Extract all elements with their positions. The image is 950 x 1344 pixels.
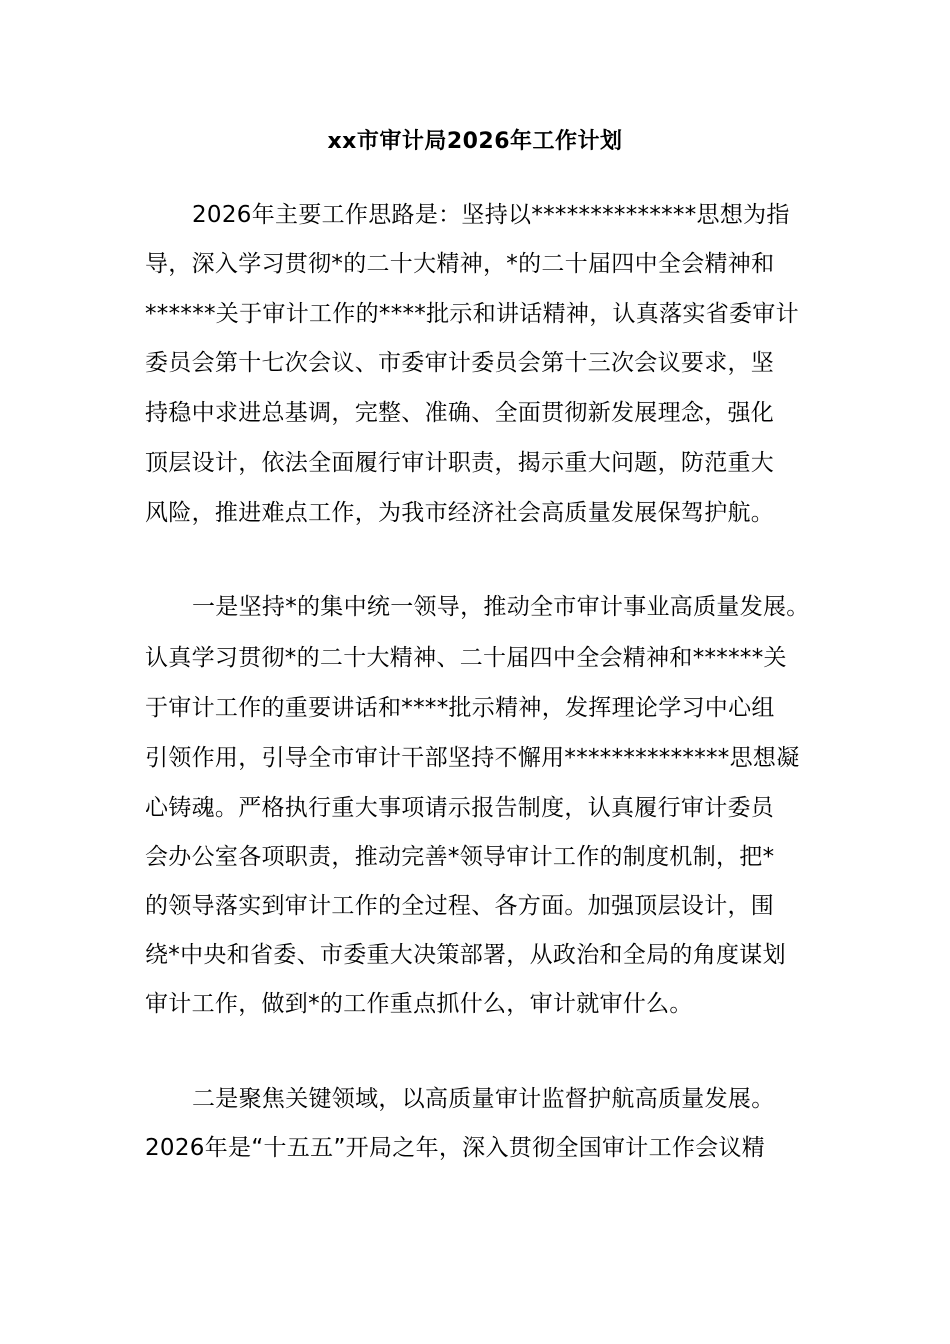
paragraph-2-line-8: 绕*中央和省委、市委重大决策部署，从政治和全局的角度谋划 <box>145 942 786 968</box>
paragraph-2-line-7: 的领导落实到审计工作的全过程、各方面。加强顶层设计，围 <box>145 893 775 919</box>
paragraph-3-line-2: 2026年是“十五五”开局之年，深入贯彻全国审计工作会议精 <box>145 1135 766 1161</box>
paragraph-2-line-6: 会办公室各项职责，推动完善*领导审计工作的制度机制，把* <box>145 844 775 870</box>
paragraph-2-line-4: 引领作用，引导全市审计干部坚持不懈用**************思想凝 <box>145 745 800 771</box>
paragraph-2-line-9: 审计工作，做到*的工作重点抓什么，审计就审什么。 <box>145 991 693 1017</box>
paragraph-1-line-4: 委员会第十七次会议、市委审计委员会第十三次会议要求，坚 <box>145 350 775 376</box>
paragraph-1-line-6: 顶层设计，依法全面履行审计职责，揭示重大问题，防范重大 <box>145 450 775 476</box>
paragraph-2-line-1: 一是坚持*的集中统一领导，推动全市审计事业高质量发展。 <box>192 594 810 620</box>
paragraph-1-line-1: 2026年主要工作思路是：坚持以**************思想为指 <box>192 202 790 228</box>
paragraph-1-line-5: 持稳中求进总基调，完整、准确、全面贯彻新发展理念，强化 <box>145 400 775 426</box>
document-title: xx市审计局2026年工作计划 <box>327 129 623 154</box>
paragraph-1-line-2: 导，深入学习贯彻*的二十大精神，*的二十届四中全会精神和 <box>145 251 775 277</box>
paragraph-2-line-3: 于审计工作的重要讲话和****批示精神，发挥理论学习中心组 <box>145 695 775 721</box>
paragraph-3-line-1: 二是聚焦关键领域，以高质量审计监督护航高质量发展。 <box>192 1086 775 1112</box>
paragraph-2-line-5: 心铸魂。严格执行重大事项请示报告制度，认真履行审计委员 <box>145 795 775 821</box>
paragraph-1-line-7: 风险，推进难点工作，为我市经济社会高质量发展保驾护航。 <box>145 500 775 526</box>
paragraph-1-line-3: ******关于审计工作的****批示和讲话精神，认真落实省委审计 <box>145 301 799 327</box>
paragraph-2-line-2: 认真学习贯彻*的二十大精神、二十届四中全会精神和******关 <box>145 645 787 671</box>
